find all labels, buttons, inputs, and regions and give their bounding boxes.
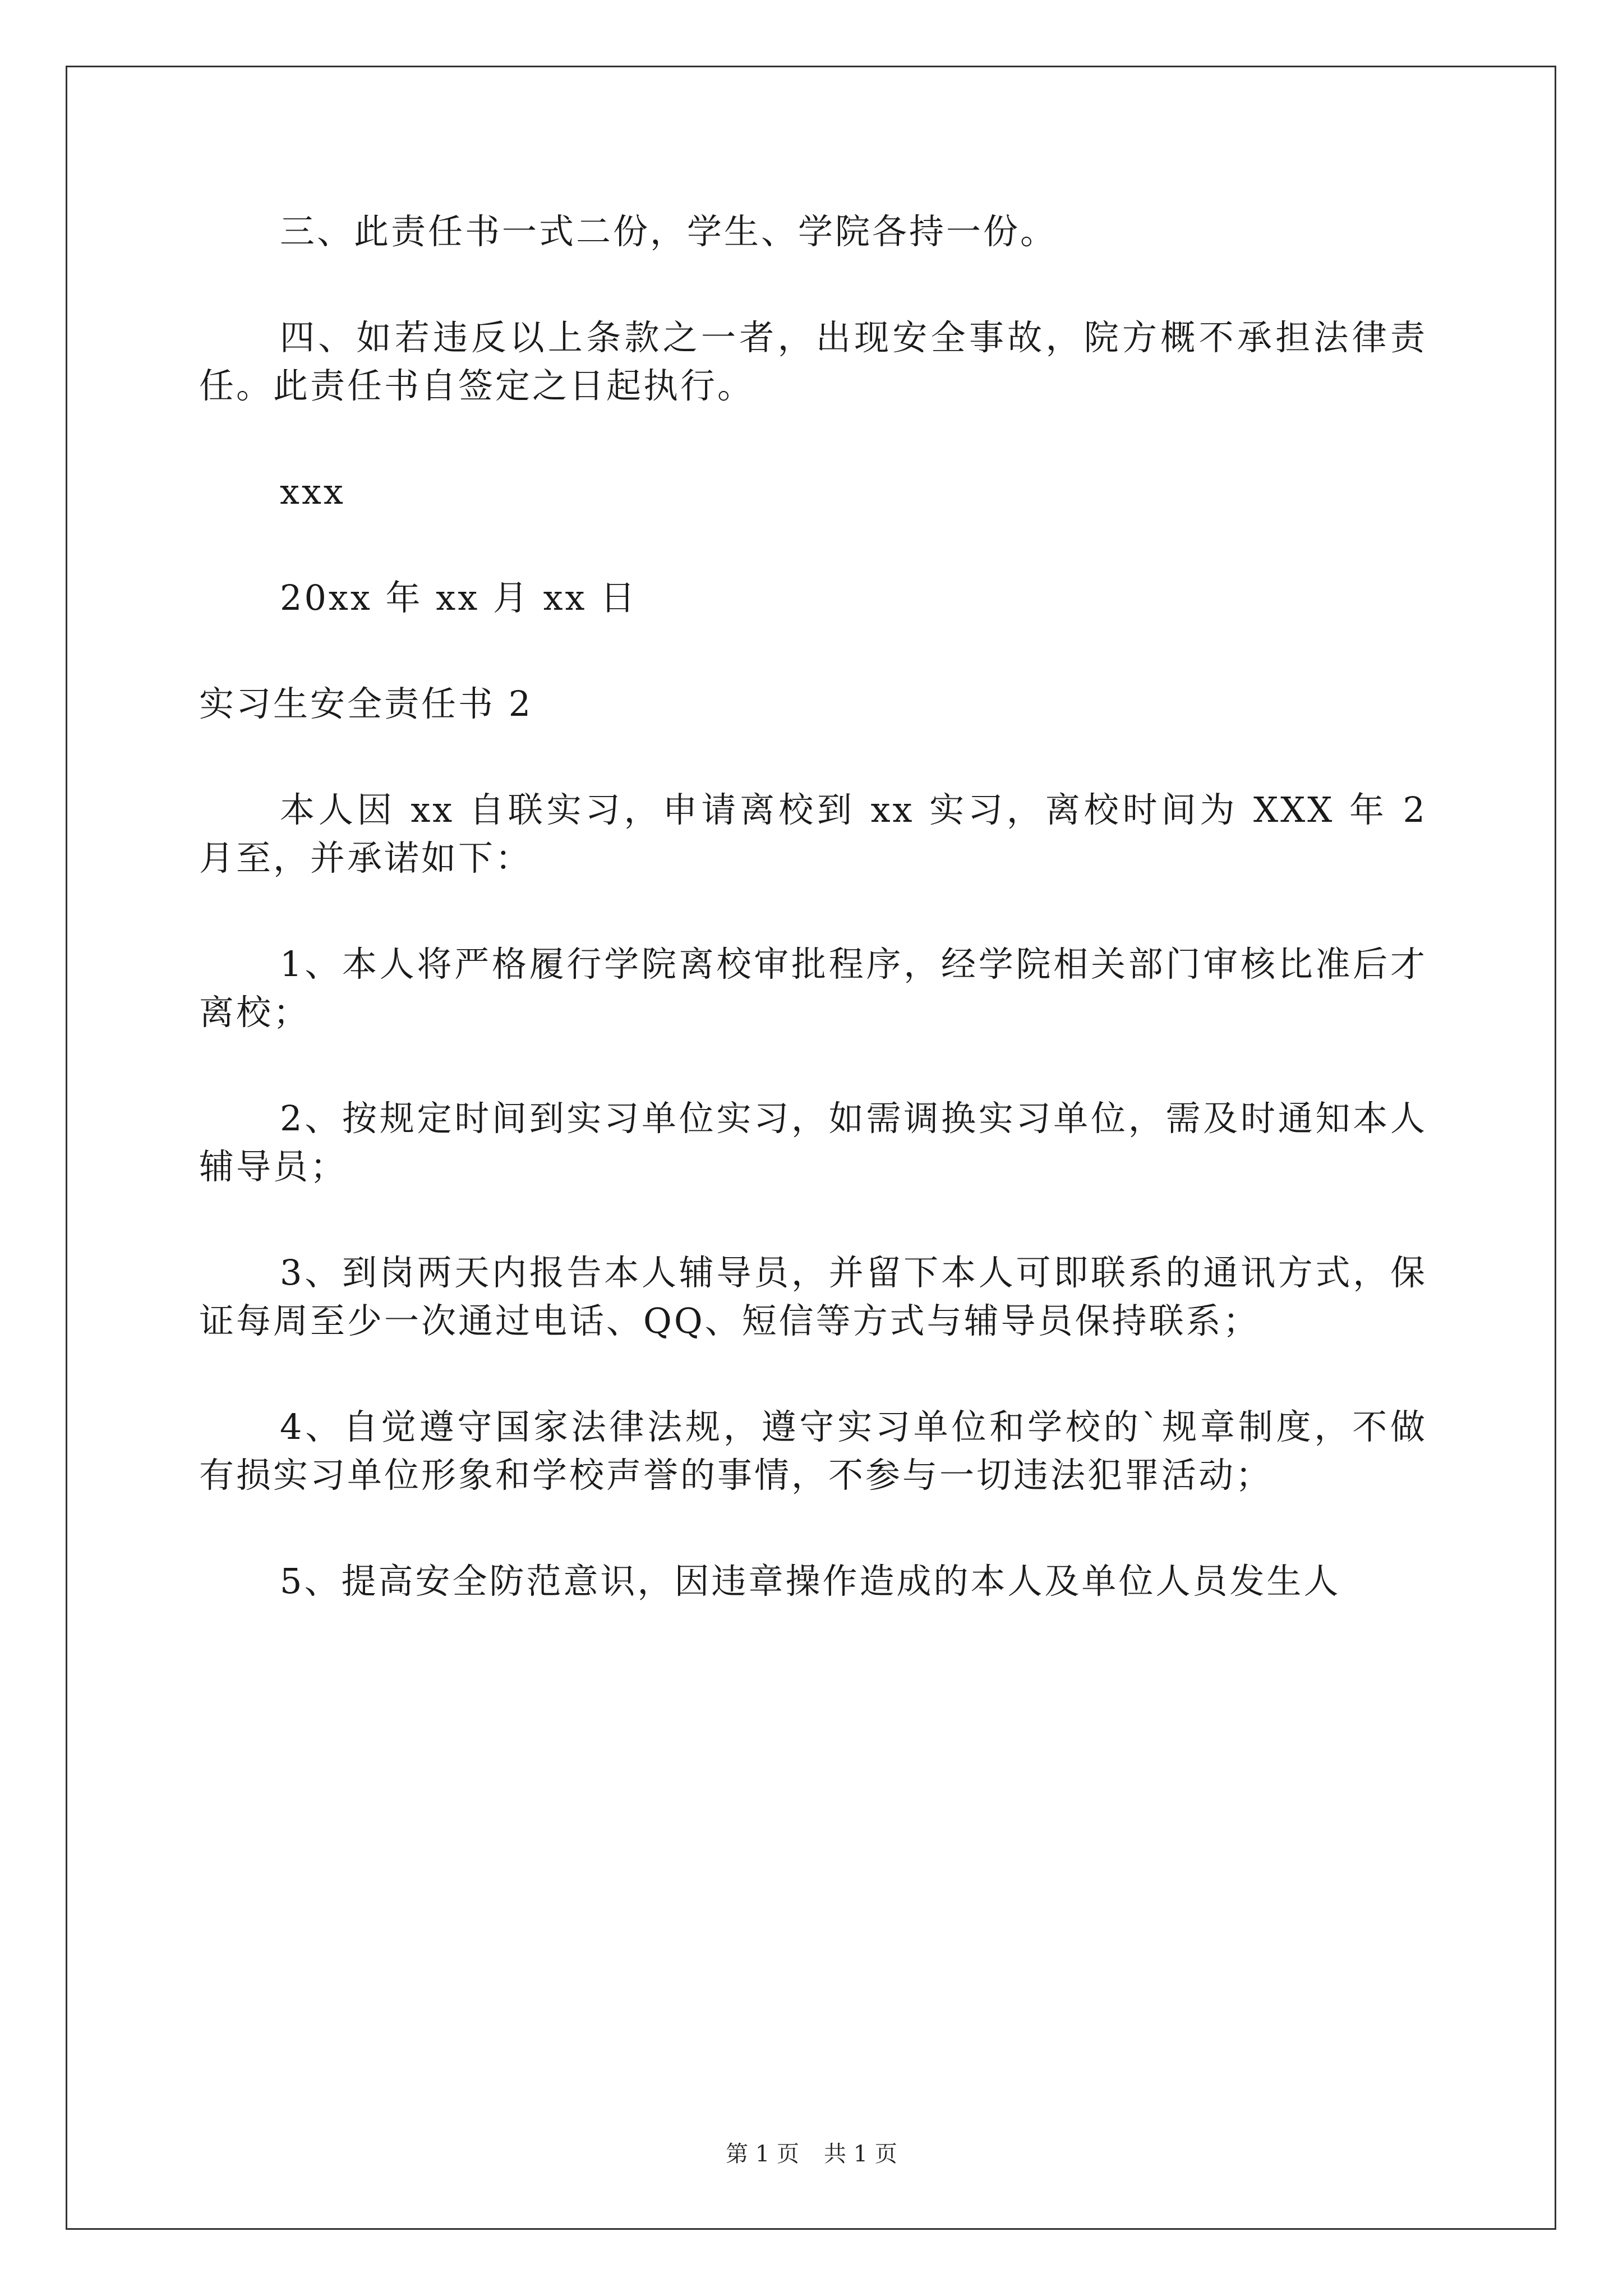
paragraph-item-3: 3、到岗两天内报告本人辅导员，并留下本人可即联系的通讯方式，保证每周至少一次通过电话、QQ、短信等方式与辅导员保持联系； <box>199 1252 1427 1341</box>
paragraph-item-4: 4、自觉遵守国家法律法规，遵守实习单位和学校的`规章制度，不做有损实习单位形象和学校声誉的事情，不参与一切违法犯罪活动； <box>199 1406 1427 1496</box>
signature-name: xxx <box>280 471 345 512</box>
paragraph-clause-4: 四、如若违反以上条款之一者，出现安全事故，院方概不承担法律责任。此责任书自签定之日起执行。 <box>199 317 1427 406</box>
paragraph-item-5: 5、提高安全防范意识，因违章操作造成的本人及单位人员发生人 <box>280 1561 1341 1602</box>
page-footer <box>0 2136 1623 2168</box>
paragraph-clause-3: 三、此责任书一式二份，学生、学院各持一份。 <box>280 211 1058 252</box>
section-title: 实习生安全责任书 2 <box>199 683 533 724</box>
document-body <box>199 208 1427 1663</box>
paragraph-item-2: 2、按规定时间到实习单位实习，如需调换实习单位，需及时通知本人辅导员； <box>199 1098 1427 1187</box>
page-number: 第 1 页 <box>726 2141 799 2167</box>
page-total: 共 1 页 <box>824 2141 897 2167</box>
paragraph-intro: 本人因 xx 自联实习，申请离校到 xx 实习，离校时间为 XXX 年 2 月至，并承诺如下： <box>199 789 1427 878</box>
paragraph-item-1: 1、本人将严格履行学院离校审批程序，经学院相关部门审核比准后才离校； <box>199 944 1427 1033</box>
signature-date: 20xx 年 xx 月 xx 日 <box>280 577 638 618</box>
